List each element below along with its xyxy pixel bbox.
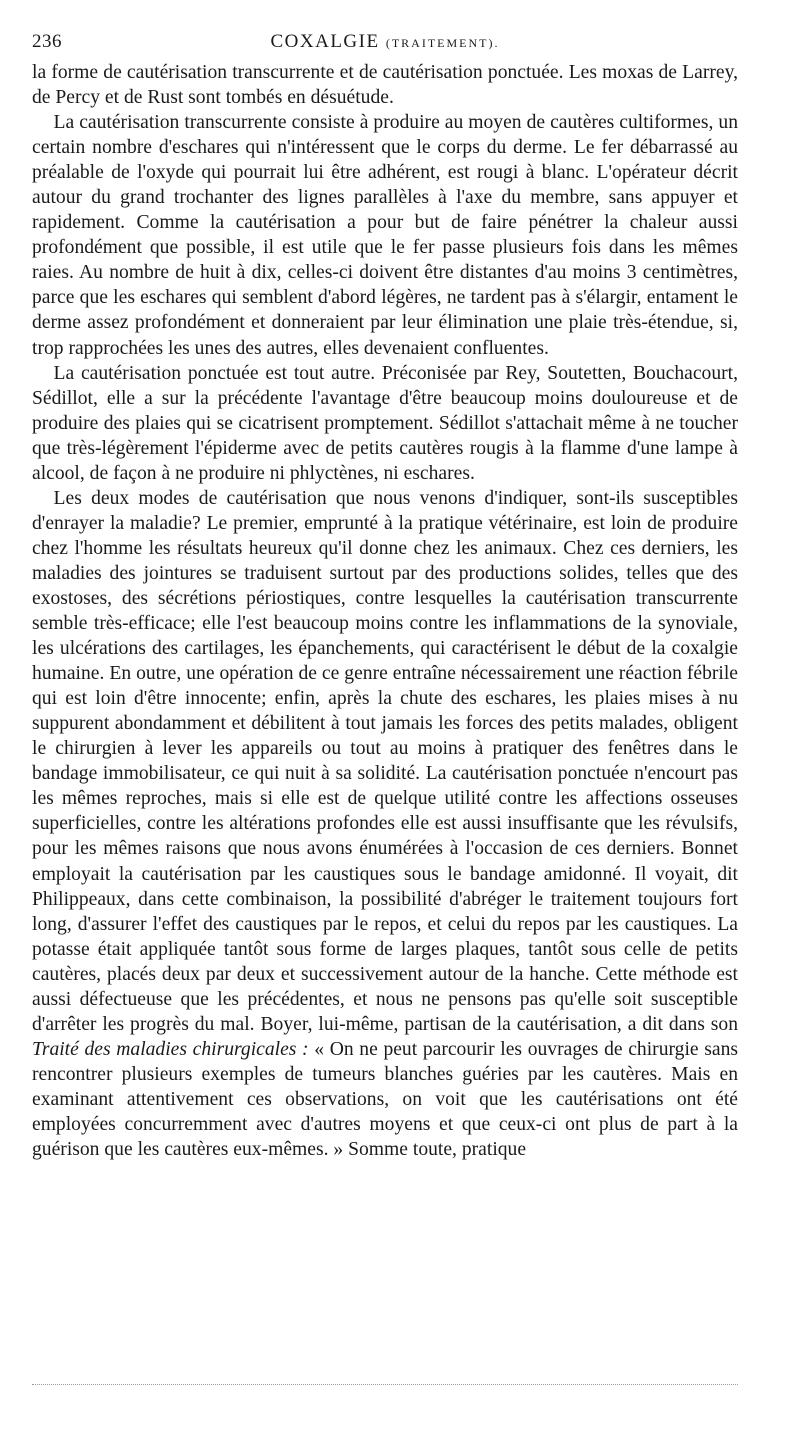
running-title-subtitle: (TRAITEMENT).	[385, 36, 500, 50]
paragraph-discussion-quote: « On ne peut parcourir les ouvrages de chirurgie sans rencontrer plusieurs exemples de tumeurs blanches guéries par les cautères. Mais en examinant attentivement ces observations, on voit que les cautérisations ont été employées concurremment avec d'autres moyens et que ceux-ci ont plus de part à la guérison que les cautères eux-mêmes. » Somme toute, pratique	[32, 1038, 738, 1161]
book-page	[32, 28, 738, 1162]
page-header	[32, 28, 738, 56]
running-title-main: COXALGIE	[270, 31, 380, 52]
paragraph-punctate-cauterization: La cautérisation ponctuée est tout autre. Préconisée par Rey, Soutetten, Bouchacourt, Sédillot, elle a sur la précédente l'avantage d'être beaucoup moins douloureuse et de produire des plaies qui se cicatrisent promptement. Sédillot s'attachait même à ne toucher que très-légèrement l'épiderme avec de petits cautères rougis à la flamme d'une lampe à alcool, de façon à ne produire ni phlyctènes, ni eschares.	[32, 362, 738, 484]
running-title	[32, 28, 738, 57]
page-number: 236	[32, 31, 62, 52]
book-title-italic: Traité des maladies chirurgicales :	[32, 1038, 309, 1060]
paragraph-discussion-text: Les deux modes de cautérisation que nous venons d'indiquer, sont-ils susceptibles d'enrayer la maladie? Le premier, emprunté à la pratique vétérinaire, est loin de produire chez l'homme les résultats heureux qu'il donne chez les animaux. Chez ces derniers, les maladies des jointures se traduisent surtout par des productions solides, telles que des exostoses, des sécrétions périostiques, contre lesquelles la cautérisation transcurrente semble très-efficace; elle l'est beaucoup moins contre les inflammations de la synoviale, les ulcérations des cartilages, les épanchements, qui caractérisent le début de la coxalgie humaine. En outre, une opération de ce genre entraîne nécessairement une réaction fébrile qui est loin d'être innocente; enfin, après la chute des eschares, les plaies mises à nu suppurent abondamment et débilitent à tout jamais les forces des petits malades, obligent le chirurgien à lever les appareils ou tout au moins à pratiquer des fenêtres dans le bandage immobilisateur, ce qui nuit à sa solidité. La cautérisation ponctuée n'encourt pas les mêmes reproches, mais si elle est de quelque utilité contre les affections osseuses superficielles, contre les altérations profondes elle est aussi insuffisante que les révulsifs, pour les mêmes raisons que nous avons énumérées à l'occasion de ces derniers. Bonnet employait la cautérisation par les caustiques sous le bandage amidonné. Il voyait, dit Philippeaux, dans cette combinaison, la possibilité d'abréger le traitement toujours fort long, d'assurer l'effet des caustiques par le repos, et celui du repos par les caustiques. La potasse était appliquée tantôt sous forme de larges plaques, tantôt sous celle de petits cautères, placés deux par deux et successivement autour de la hanche. Cette méthode est aussi défectueuse que les précédentes, et nous ne pensons pas qu'elle soit susceptible d'arrêter les progrès du mal. Boyer, lui-même, partisan de la cautérisation, a dit dans son	[32, 487, 738, 1035]
paragraph-discussion	[32, 486, 738, 1162]
body-text	[32, 60, 738, 1162]
paragraph-transcurrent-cauterization: La cautérisation transcurrente consiste à produire au moyen de cautères cultiformes, un certain nombre d'eschares qui n'intéressent que le corps du derme. Le fer débarrassé au préalable de l'oxyde qui pourrait lui être adhérent, est rougi à blanc. L'opérateur décrit autour du grand trochanter des lignes parallèles à l'axe du membre, sans appuyer et rapidement. Comme la cautérisation a pour but de faire pénétrer la chaleur aussi profondément que possible, il est utile que le fer passe plusieurs fois dans les mêmes raies. Au nombre de huit à dix, celles-ci doivent être distantes d'au moins 3 centimètres, parce que les eschares qui semblent d'abord légères, ne tardent pas à s'élargir, entament le derme assez profondément et donneraient par leur élimination une plaie très-étendue, si, trop rapprochées les unes des autres, elles devenaient confluentes.	[32, 112, 738, 359]
footer-dotted-rule	[32, 1384, 738, 1385]
paragraph-continued: la forme de cautérisation transcurrente et de cautérisation ponctuée. Les moxas de Larrey, de Percy et de Rust sont tombés en désuétude.	[32, 62, 738, 109]
